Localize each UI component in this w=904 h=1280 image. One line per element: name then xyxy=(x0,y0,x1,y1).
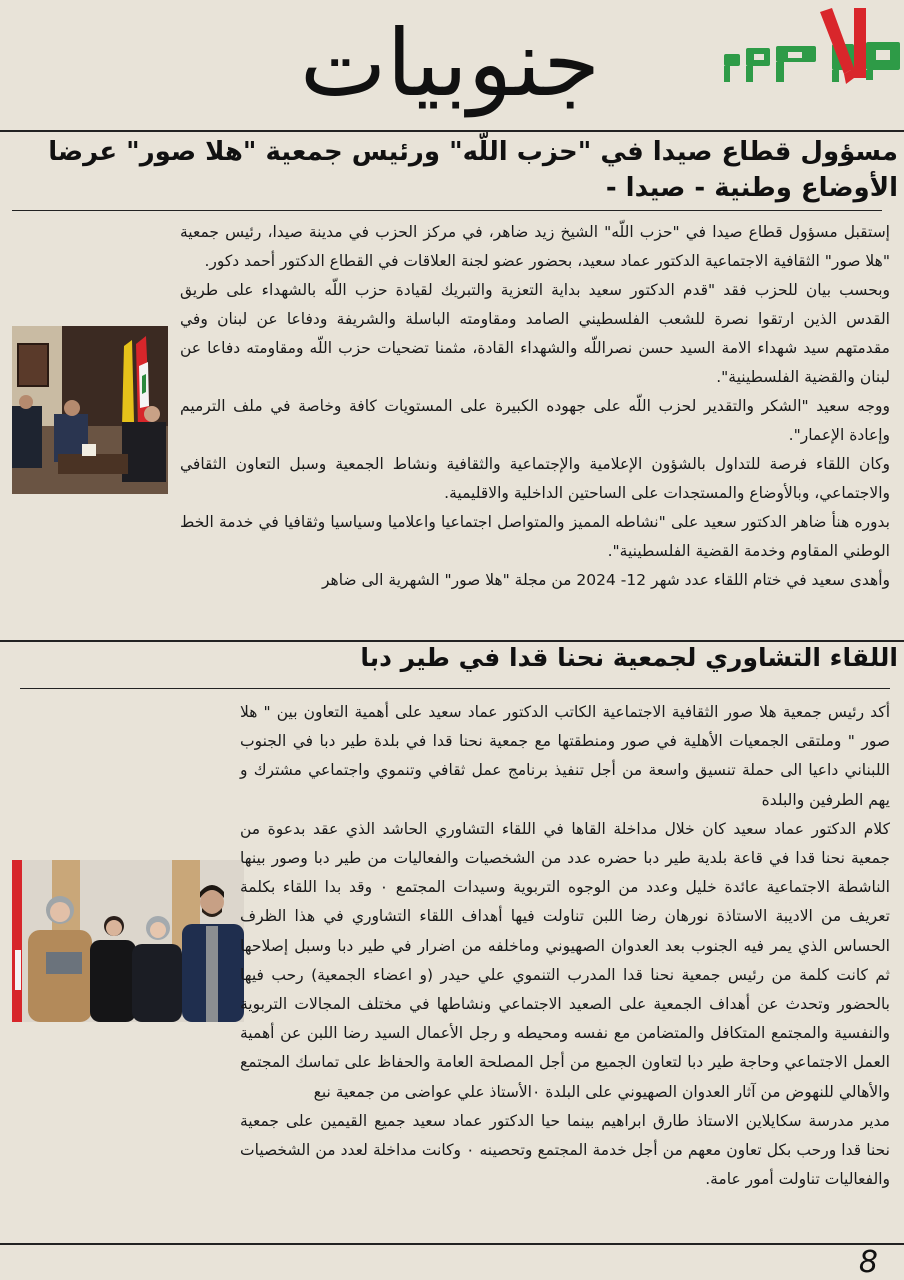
article-paragraph: أكد رئيس جمعية هلا صور الثقافية الاجتماعية الكاتب الدكتور عماد سعيد على أهمية التعاون بين " هلا صور " وملتقى الجمعيات الأهلية في صور ومنطقتها مع جمعية نحنا قدا في بلدة طير دبا في الجنوب اللبناني داعيا الى حملة تنسيق واسعة من أجل تنفيذ برنامج عمل ثقافي وتنموي واجتماعي مشترك و يهم الطرفين والبلدة xyxy=(240,703,890,809)
article-paragraph: وأهدى سعيد في ختام اللقاء عدد شهر 12- 2024 من مجلة "هلا صور" الشهرية الى ضاهر xyxy=(321,571,890,589)
article-paragraph: وكان اللقاء فرصة للتداول بالشؤون الإعلامية والإجتماعية والثقافية ونشاط الجمعية وسبل التعاون الثقافي والاجتماعي، وبالأوضاع والمستجدات على الساحتين الداخلية والاقليمية. xyxy=(180,455,890,502)
divider xyxy=(12,210,882,211)
divider xyxy=(20,688,890,689)
article-paragraph: مدير مدرسة سكايلاين الاستاذ طارق ابراهيم بينما حيا الدكتور عماد سعيد جميع القيمين على جمعية نحنا قدا ورحب بكل تعاون معهم من أجل خدمة المجتمع وتحصينه ٠ وكانت مداخلة لعدد من الشخصيات والفعاليات تناولت أمور عامة. xyxy=(240,1111,890,1189)
article-1-photo xyxy=(12,326,168,494)
article-2-photo xyxy=(12,860,244,1022)
logo-graphic xyxy=(716,4,904,86)
divider xyxy=(0,1243,904,1245)
article-paragraph: إستقبل مسؤول قطاع صيدا في "حزب اللّه" الشيخ زيد ضاهر، في مركز الحزب في مدينة صيدا، رئيس جمعية "هلا صور" الثقافية الاجتماعية الدكتور عماد سعيد، بحضور عضو لجنة العلاقات في القطاع الدكتور أحمد دكور. xyxy=(180,223,890,270)
hala-sour-logo xyxy=(716,4,904,86)
group-photo-image xyxy=(12,860,244,1022)
divider xyxy=(0,130,904,132)
article-2-headline: اللقاء التشاوري لجمعية نحنا قدا في طير دبا xyxy=(360,643,898,672)
article-paragraph: وبحسب بيان للحزب فقد "قدم الدكتور سعيد بداية التعزية والتبريك لقيادة حزب اللّه بالشهداء على طريق القدس الذين ارتقوا نصرة للشعب الفلسطيني الصامد ومقاومته الباسلة والشريفة ودفاعا عن لبنان وفي مقدمتهم سيد شهداء الامة السيد حسن نصراللّه والشهداء القادة، مثمنا تضحيات حزب اللّه ومقاومته دفاعا عن لبنان والقضية الفلسطينية". xyxy=(180,281,890,386)
article-2-body xyxy=(240,698,890,1194)
section-title: جنوبيات xyxy=(299,10,601,117)
article-1-body xyxy=(180,218,890,595)
article-paragraph: بدوره هنأ ضاهر الدكتور سعيد على "نشاطه المميز والمتواصل اجتماعيا واعلاميا وسياسيا وثقافيا في خدمة الخط الوطني المقاوم وخدمة القضية الفلسطينية". xyxy=(180,513,890,560)
article-paragraph: ووجه سعيد "الشكر والتقدير لحزب اللّه على جهوده الكبيرة على المستويات كافة وخاصة في ملف الترميم وإعادة الإعمار". xyxy=(180,397,890,444)
article-paragraph: كلام الدكتور عماد سعيد كان خلال مداخلة القاها في اللقاء التشاوري الحاشد الذي عقد بدعوة من جمعية نحنا قدا في قاعة بلدية طير دبا حضره عدد من الشخصيات والفعاليات من طير دبا وصور بينها الناشطة الاجتماعية عائدة خليل وعدد من الوجوه التربوية وسيدات المجتمع ٠ وقد بدا اللقاء بكلمة تعريف من الاديبة الاستاذة نورهان رضا اللبن تناولت فيها أهداف اللقاء التشاوري في هذا الظرف الحساس الذي يمر فيه الجنوب بعد العدوان الصهيوني وماخلفه من اضرار في طير دبا وسبل إصلاحها ثم كانت كلمة من رئيس جمعية نحنا قدا المدرب التنموي علي حيدر (و اعضاء الجمعية) رحب فيها بالحضور وتحدث عن أهداف الجمعية على الصعيد الاجتماعي ونشاطها في مختلف المجالات التربوية والنفسية والمجتمع المتكافل والمتضامن مع نفسه ومحيطه و رجل الأعمال السيد رضا اللبن عن أهمية العمل الاجتماعي وحاجة طير دبا لتعاون الجميع من أجل المصلحة العامة والحفاظ على تماسك المجتمع والأهالي للنهوض من آثار العدوان الصهيوني على البلدة ٠الأستاذ علي عواضى من جمعية نبع xyxy=(240,819,890,1101)
meeting-photo-image xyxy=(12,326,168,494)
article-1-headline: مسؤول قطاع صيدا في "حزب اللّه" ورئيس جمعية "هلا صور" عرضا الأوضاع وطنية - صيدا - xyxy=(48,137,898,203)
page-number: 8 xyxy=(858,1245,878,1280)
